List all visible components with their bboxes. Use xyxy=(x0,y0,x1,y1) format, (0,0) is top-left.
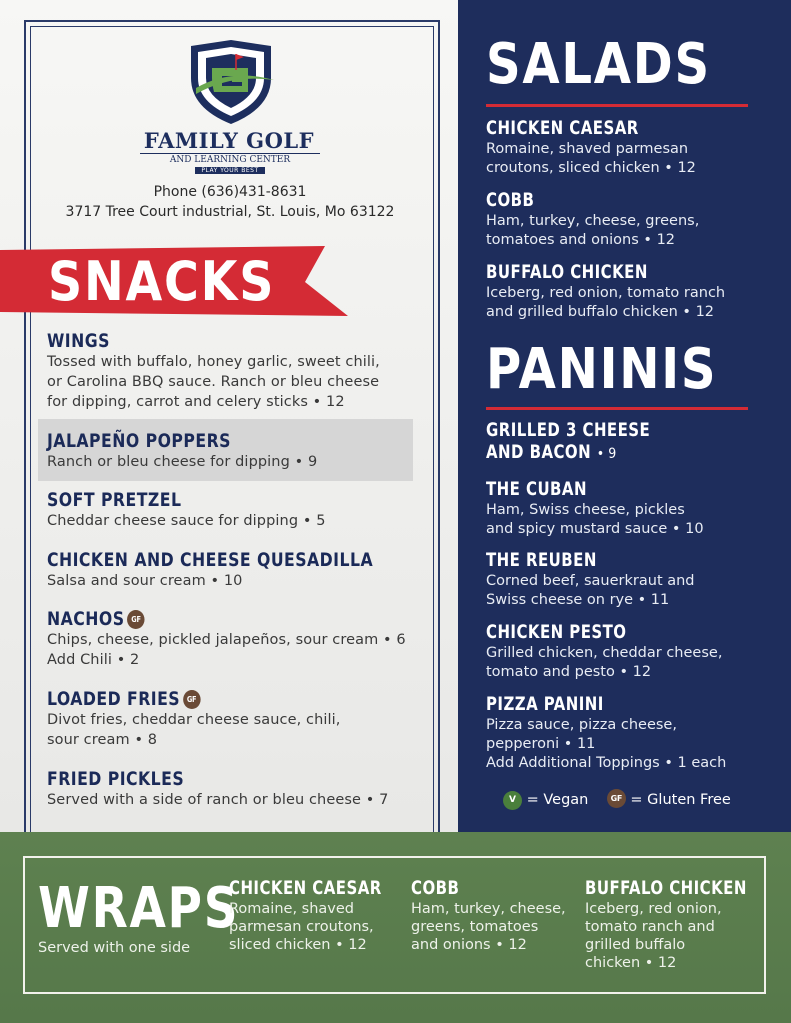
item-desc-line: greens, tomatoes xyxy=(411,919,539,935)
gluten-free-badge-icon: GF xyxy=(127,610,144,629)
item-desc-line: Iceberg, red onion, tomato ranch xyxy=(486,285,726,301)
menu-item-wings xyxy=(47,330,427,412)
item-desc-line: tomato ranch and xyxy=(585,919,715,935)
item-desc-line: Tossed with buffalo, honey garlic, sweet chili, xyxy=(47,354,380,370)
item-desc-line: Cheddar cheese sauce for dipping • 5 xyxy=(47,513,326,529)
item-desc-line: Pizza sauce, pizza cheese, xyxy=(486,717,677,733)
brand-name: FAMILY GOLF xyxy=(143,128,315,153)
item-desc-line: Ham, turkey, cheese, greens, xyxy=(486,213,700,229)
item-desc-line: Corned beef, sauerkraut and xyxy=(486,573,695,589)
menu-item-wrap-chicken-caesar xyxy=(229,878,399,954)
item-desc-line: Ranch or bleu cheese for dipping • 9 xyxy=(47,454,318,470)
wraps-heading: WRAPS xyxy=(38,876,240,941)
item-name: WINGS xyxy=(47,330,110,352)
item-name: CHICKEN AND CHEESE QUESADILLA xyxy=(47,549,374,571)
brand-subtitle: AND LEARNING CENTER xyxy=(140,153,320,165)
salads-divider xyxy=(486,104,748,107)
item-name: LOADED FRIES xyxy=(47,688,181,710)
menu-item-chicken-pesto xyxy=(486,622,776,682)
item-desc-line: Add Chili • 2 xyxy=(47,652,140,668)
item-name: COBB xyxy=(486,190,535,211)
item-desc-line: tomatoes and onions • 12 xyxy=(486,232,676,248)
menu-item-jalapeno-poppers xyxy=(47,430,427,472)
item-name: BUFFALO CHICKEN xyxy=(486,262,648,283)
item-desc-line: or Carolina BBQ sauce. Ranch or bleu cheese xyxy=(47,374,380,390)
item-desc-line: tomato and pesto • 12 xyxy=(486,664,652,680)
address: 3717 Tree Court industrial, St. Louis, Mo 63122 xyxy=(65,204,395,220)
item-name-row xyxy=(47,608,397,630)
menu-item-salad-cobb xyxy=(486,190,776,250)
item-desc-line: croutons, sliced chicken • 12 xyxy=(486,160,696,176)
gluten-free-badge-icon: GF xyxy=(183,690,200,709)
item-desc-line: chicken • 12 xyxy=(585,955,677,971)
item-name: GRILLED 3 CHEESE xyxy=(486,420,651,441)
wraps-subtitle: Served with one side xyxy=(38,940,191,956)
paninis-heading: PANINIS xyxy=(486,337,718,402)
item-desc-line: grilled buffalo xyxy=(585,937,686,953)
item-name: CHICKEN PESTO xyxy=(486,622,627,643)
item-desc-line: Ham, turkey, cheese, xyxy=(411,901,566,917)
item-desc-line: sour cream • 8 xyxy=(47,732,158,748)
item-desc-line: and onions • 12 xyxy=(411,937,527,953)
item-desc-line: sliced chicken • 12 xyxy=(229,937,367,953)
item-name: THE CUBAN xyxy=(486,479,587,500)
paninis-divider xyxy=(486,407,748,410)
item-desc-line: Add Additional Toppings • 1 each xyxy=(486,755,727,771)
item-desc-line: and spicy mustard sauce • 10 xyxy=(486,521,704,537)
menu-item-fried-pickles xyxy=(47,768,427,810)
vegan-label: = Vegan xyxy=(526,792,589,808)
item-desc-line: Grilled chicken, cheddar cheese, xyxy=(486,645,723,661)
item-name: THE REUBEN xyxy=(486,550,597,571)
item-name: FRIED PICKLES xyxy=(47,768,185,790)
salads-heading: SALADS xyxy=(486,32,711,97)
menu-item-nachos xyxy=(47,608,427,670)
menu-item-salad-buffalo-chicken xyxy=(486,262,776,322)
item-name: JALAPEÑO POPPERS xyxy=(47,430,231,452)
vegan-badge-icon: V xyxy=(503,791,522,810)
menu-item-grilled-3-cheese xyxy=(486,420,776,465)
menu-item-wrap-cobb xyxy=(411,878,566,954)
item-desc-line: Served with a side of ranch or bleu cheese • 7 xyxy=(47,792,389,808)
phone-number: Phone (636)431-8631 xyxy=(153,184,307,200)
brand-tagline: PLAY YOUR BEST xyxy=(195,167,265,174)
gluten-free-badge-icon: GF xyxy=(607,789,626,808)
dietary-legend xyxy=(503,789,731,810)
item-price: • 9 xyxy=(596,446,617,462)
item-desc-line: Divot fries, cheddar cheese sauce, chili, xyxy=(47,712,341,728)
item-name-row xyxy=(486,442,747,465)
golf-shield-logo xyxy=(186,38,276,126)
item-desc-line: Romaine, shaved xyxy=(229,901,354,917)
item-name-row xyxy=(47,688,397,710)
item-desc-line: for dipping, carrot and celery sticks • 12 xyxy=(47,394,345,410)
menu-item-pizza-panini xyxy=(486,694,776,773)
item-desc-line: Ham, Swiss cheese, pickles xyxy=(486,502,685,518)
item-name: CHICKEN CAESAR xyxy=(486,118,639,139)
item-name: CHICKEN CAESAR xyxy=(229,878,382,899)
menu-item-soft-pretzel xyxy=(47,489,427,531)
gluten-free-label: = Gluten Free xyxy=(630,792,731,808)
menu-item-the-cuban xyxy=(486,479,776,539)
item-name: PIZZA PANINI xyxy=(486,694,604,715)
item-name: COBB xyxy=(411,878,460,899)
item-desc-line: Chips, cheese, pickled jalapeños, sour cream • 6 xyxy=(47,632,406,648)
item-desc-line: and grilled buffalo chicken • 12 xyxy=(486,304,715,320)
snacks-heading: SNACKS xyxy=(48,250,276,313)
menu-item-wrap-buffalo-chicken xyxy=(585,878,765,972)
item-desc-line: pepperoni • 11 xyxy=(486,736,596,752)
item-desc-line: Iceberg, red onion, xyxy=(585,901,722,917)
item-desc-line: Romaine, shaved parmesan xyxy=(486,141,689,157)
menu-item-quesadilla xyxy=(47,549,427,591)
item-name: NACHOS xyxy=(47,608,125,630)
item-name: AND BACON xyxy=(486,442,592,463)
item-desc-line: parmesan croutons, xyxy=(229,919,374,935)
item-desc-line: Salsa and sour cream • 10 xyxy=(47,573,243,589)
menu-item-the-reuben xyxy=(486,550,776,610)
menu-item-loaded-fries xyxy=(47,688,427,750)
menu-item-salad-chicken-caesar xyxy=(486,118,776,178)
item-name: BUFFALO CHICKEN xyxy=(585,878,747,899)
item-name: SOFT PRETZEL xyxy=(47,489,182,511)
item-desc-line: Swiss cheese on rye • 11 xyxy=(486,592,670,608)
